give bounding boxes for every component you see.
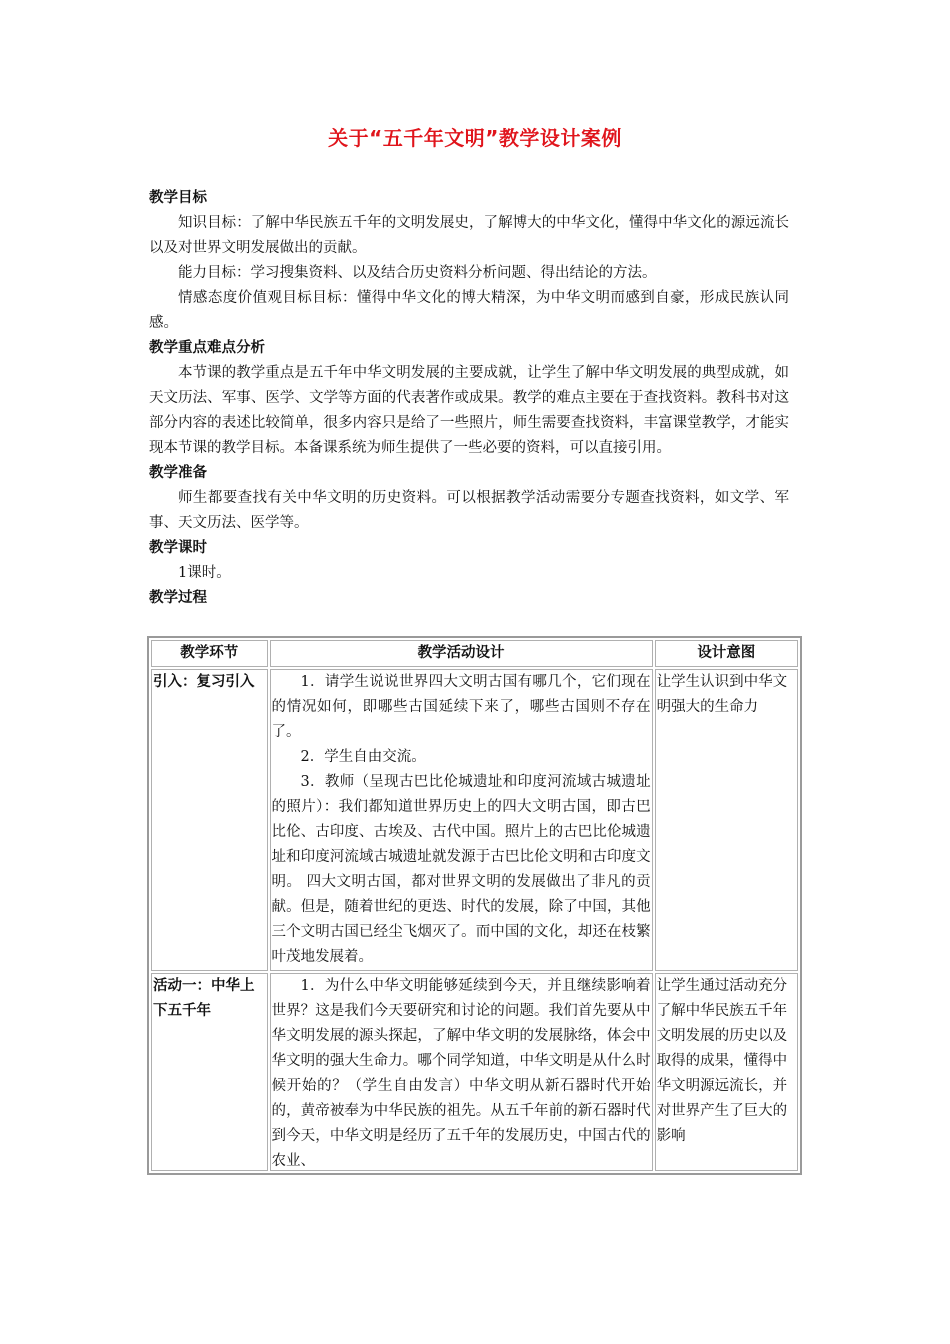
hours-text: 1课时。 <box>178 565 231 581</box>
activity-cell <box>270 669 653 971</box>
heading-focus: 教学重点难点分析 <box>149 340 265 356</box>
document-body <box>149 186 789 611</box>
heading-prep: 教学准备 <box>149 465 207 481</box>
activity-cell <box>270 973 653 1171</box>
intent-cell <box>655 973 798 1171</box>
header-intent: 设计意图 <box>655 640 798 667</box>
intent-text: 让学生通过活动充分了解中华民族五千年文明发展的历史以及取得的成果，懂得中华文明源远流长，并对世界产生了巨大的影响 <box>656 978 788 1144</box>
table-header-row <box>151 640 798 667</box>
focus-text: 本节课的教学重点是五千年中华文明发展的主要成就，让学生了解中华文明发展的典型成就，如天文历法、军事、医学、文学等方面的代表著作或成果。教学的难点主要在于查找资料。教科书对这部分内容的表述比较简单，很多内容只是给了一些照片，师生需要查找资料，丰富课堂教学，才能实现本节课的教学目标。本备课系统为师生提供了一些必要的资料，可以直接引用。 <box>149 365 789 456</box>
activity-paragraph: 2．学生自由交流。 <box>300 749 426 765</box>
intent-cell: 让学生认识到中华文明强大的生命力 <box>655 669 798 971</box>
stage-cell: 活动一：中华上下五千年 <box>151 973 268 1171</box>
document-title: 关于“五千年文明”教学设计案例 <box>328 126 622 150</box>
stage-cell: 引入：复习引入 <box>151 669 268 971</box>
activity-paragraph: 3．教师（呈现古巴比伦城遗址和印度河流域古城遗址的照片）：我们都知道世界历史上的四大文明古国，即古巴比伦、古印度、古埃及、古代中国。照片上的古巴比伦城遗址和印度河流域古城遗址就发源于古巴比伦文明和古印度文明。 四大文明古国，都对世界文明的发展做出了非凡的贡献。但是，随着世纪的更迭、时代的发展，除了中国，其他三个文明古国已经尘飞烟灭了。而中国的文化，却还在枝繁叶茂地发展着。 <box>271 774 651 965</box>
goal-ability: 能力目标：学习搜集资料、以及结合历史资料分析问题、得出结论的方法。 <box>178 265 657 281</box>
header-activity: 教学活动设计 <box>270 640 653 667</box>
heading-goals: 教学目标 <box>149 190 207 206</box>
table-row <box>151 973 798 1171</box>
header-stage: 教学环节 <box>151 640 268 667</box>
heading-process: 教学过程 <box>149 590 207 606</box>
prep-text: 师生都要查找有关中华文明的历史资料。可以根据教学活动需要分专题查找资料，如文学、军事、天文历法、医学等。 <box>149 490 789 531</box>
activity-paragraph: 1．为什么中华文明能够延续到今天，并且继续影响着世界？这是我们今天要研究和讨论的问题。我们首先要从中华文明发展的源头探起，了解中华文明的发展脉络，体会中华文明的强大生命力。哪个同学知道，中华文明是从什么时候开始的？（学生自由发言）中华文明从新石器时代开始的，黄帝被奉为中华民族的祖先。从五千年前的新石器时代到今天，中华文明是经历了五千年的发展历史，中国古代的农业、 <box>271 978 651 1169</box>
process-table <box>147 636 802 1175</box>
goal-emotion: 情感态度价值观目标目标：懂得中华文化的博大精深，为中华文明而感到自豪，形成民族认同感。 <box>149 290 789 331</box>
heading-hours: 教学课时 <box>149 540 207 556</box>
table-row <box>151 669 798 971</box>
goal-knowledge: 知识目标：了解中华民族五千年的文明发展史，了解博大的中华文化，懂得中华文化的源远流长以及对世界文明发展做出的贡献。 <box>149 215 789 256</box>
activity-paragraph: 1．请学生说说世界四大文明古国有哪几个，它们现在的情况如何，即哪些古国延续下来了，哪些古国则不存在了。 <box>271 674 651 740</box>
